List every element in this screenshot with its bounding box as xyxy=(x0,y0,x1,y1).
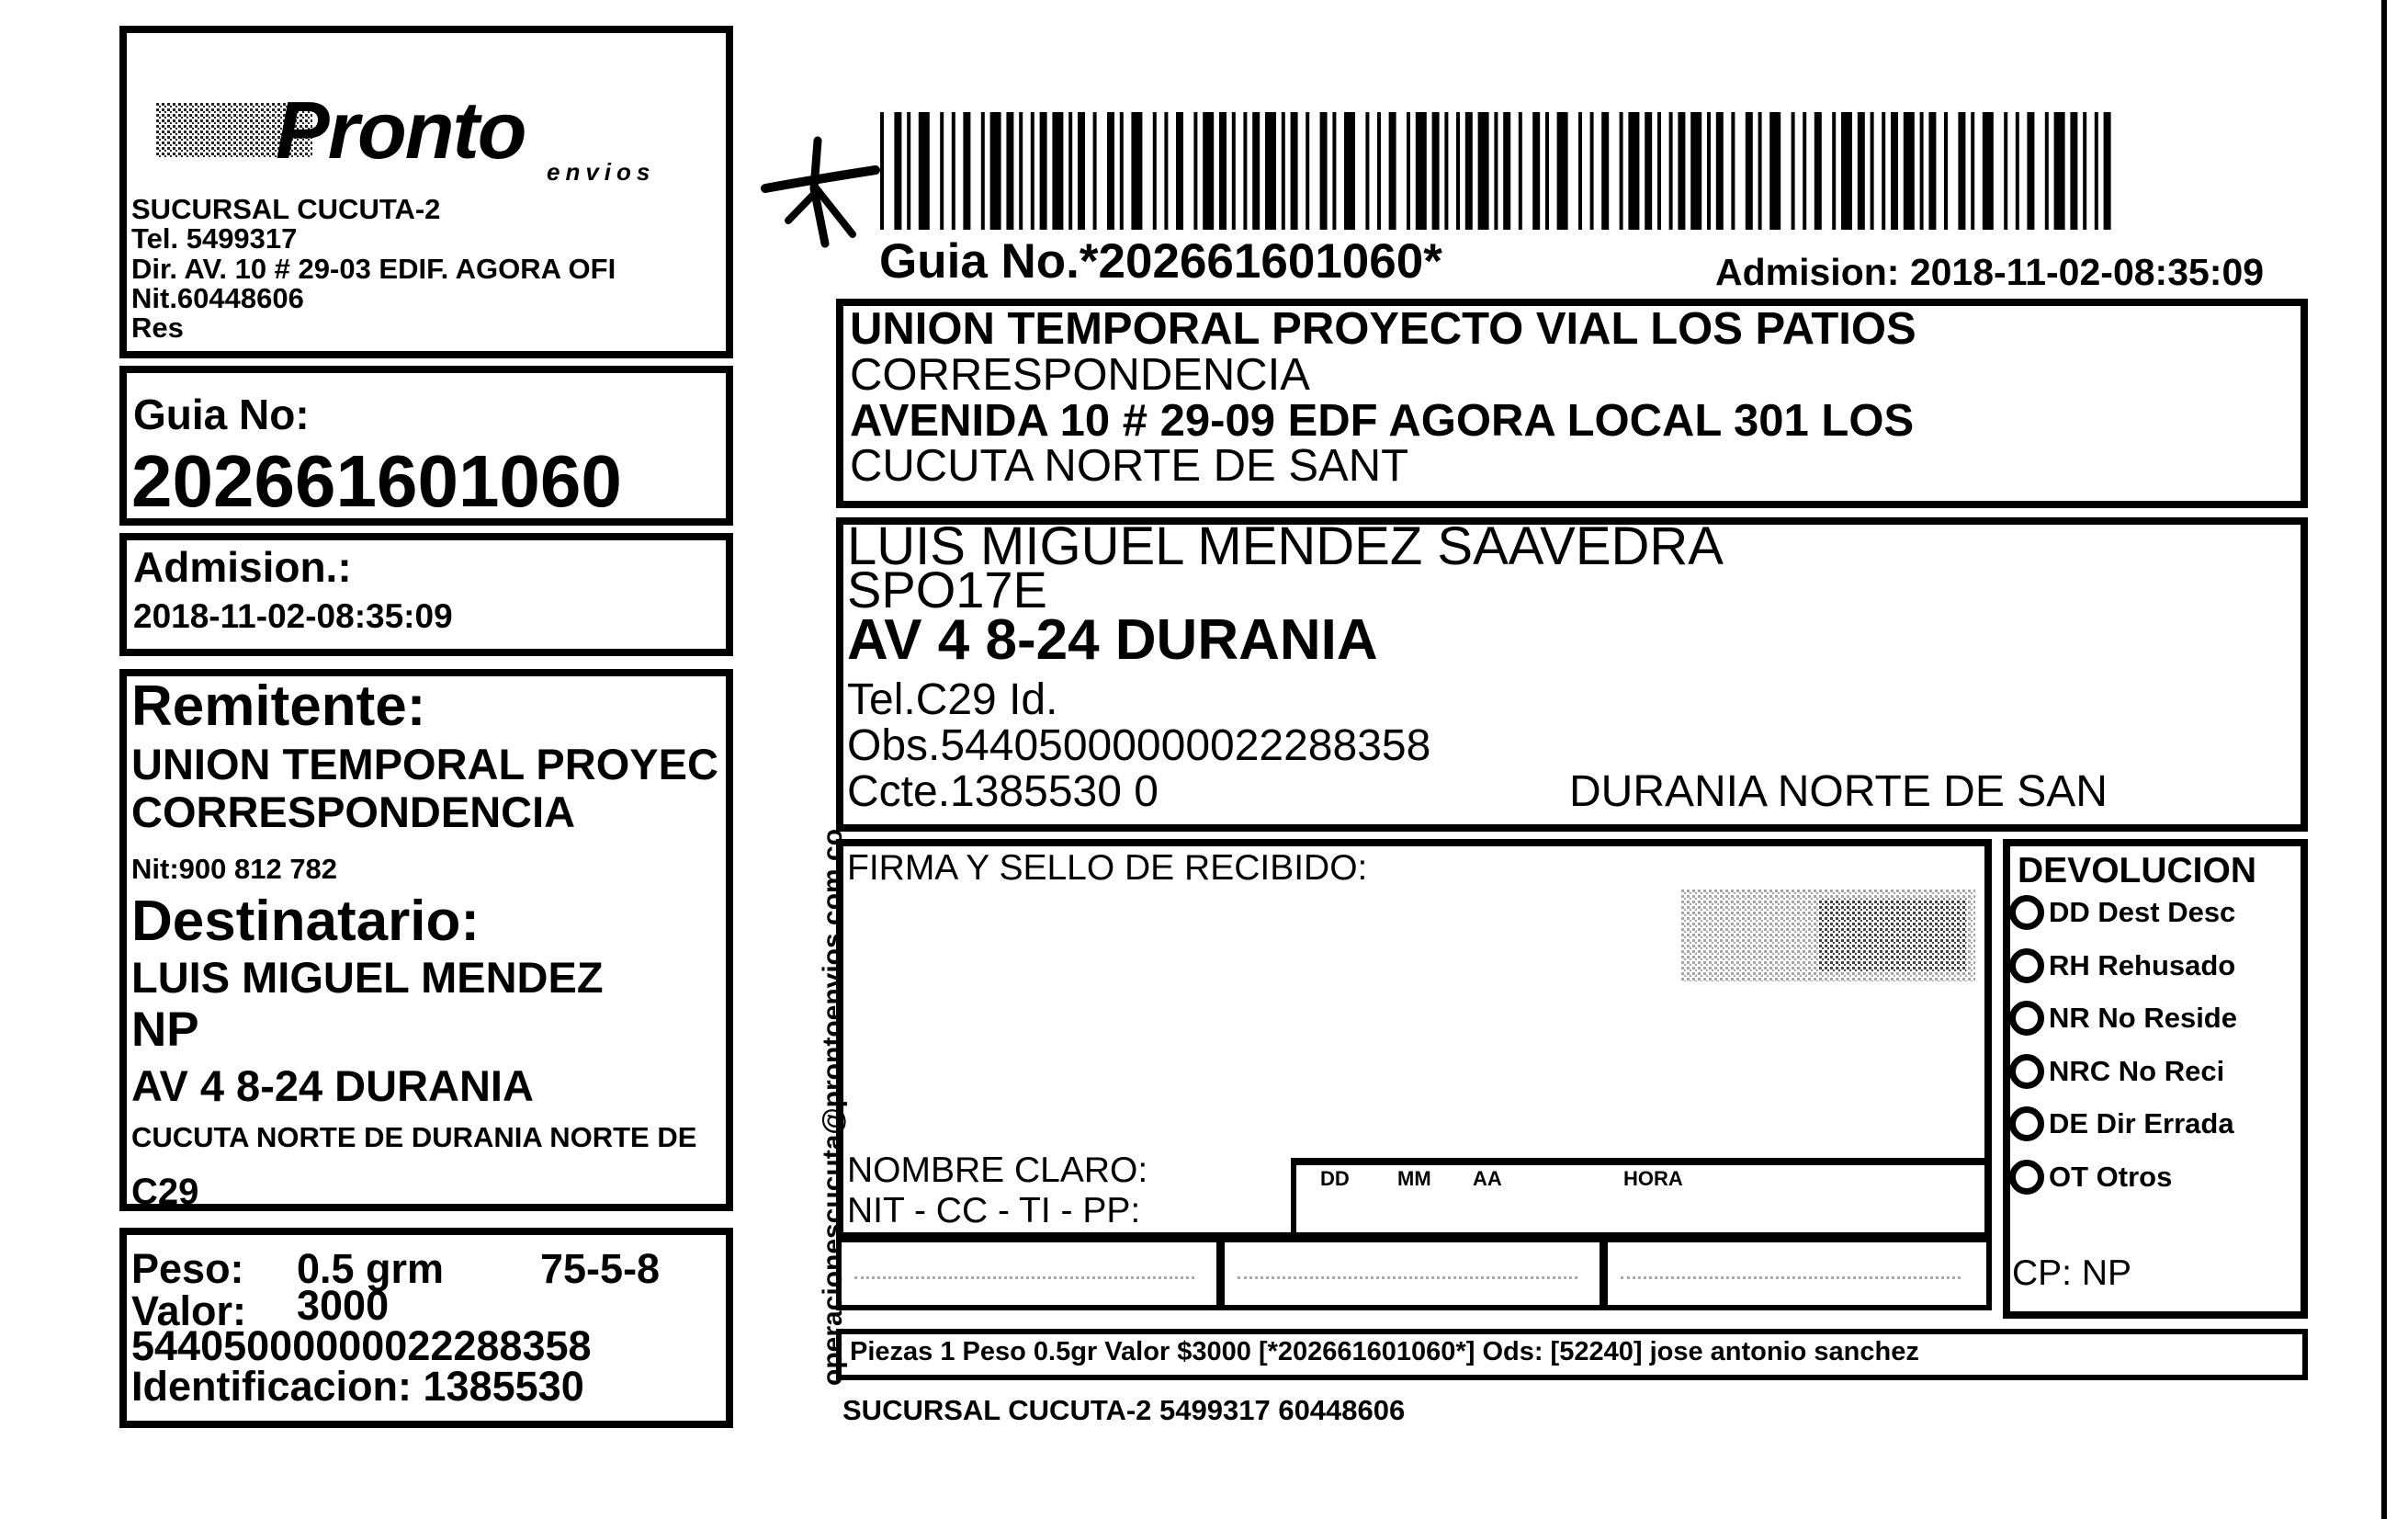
stamp-smudge xyxy=(1681,890,1975,981)
recipient-ccte: Ccte.1385530 0 xyxy=(847,767,1159,816)
devolucion-checkbox[interactable] xyxy=(2009,1106,2044,1141)
destinatario-np: NP xyxy=(131,1003,199,1057)
devolucion-option-label: NRC No Reci xyxy=(2049,1054,2225,1087)
recipient-name: LUIS MIGUEL MENDEZ SAAVEDRA xyxy=(847,516,1724,576)
devolucion-option-label: RH Rehusado xyxy=(2049,948,2236,981)
cell-3-faint xyxy=(1621,1261,1961,1279)
admision-value: 2018-11-02-08:35:09 xyxy=(133,597,453,635)
devolucion-checkbox[interactable] xyxy=(2009,1160,2044,1195)
peso-ref: 54405000000022288358 xyxy=(131,1322,592,1369)
sender-line3: AVENIDA 10 # 29-09 EDF AGORA LOCAL 301 LOS xyxy=(850,396,1915,446)
recipient-address: AV 4 8-24 DURANIA xyxy=(847,608,1378,672)
remitente-line2: CORRESPONDENCIA xyxy=(131,788,576,836)
branch-address: Dir. AV. 10 # 29-03 EDIF. AGORA OFI xyxy=(131,253,616,285)
firma-label: FIRMA Y SELLO DE RECIBIDO: xyxy=(847,848,1368,888)
sender-line2: CORRESPONDENCIA xyxy=(850,350,1310,400)
remitente-label: Remitente: xyxy=(131,674,426,738)
sender-line4: CUCUTA NORTE DE SANT xyxy=(850,441,1409,491)
destinatario-name: LUIS MIGUEL MENDEZ xyxy=(131,953,604,1002)
devolucion-option-label: DE Dir Errada xyxy=(2049,1107,2234,1139)
devolucion-cp: CP: NP xyxy=(2012,1253,2132,1293)
devolucion-checkbox[interactable] xyxy=(2009,948,2044,983)
peso-label: Peso: xyxy=(131,1245,244,1292)
page-edge xyxy=(2381,0,2387,1519)
guia-number: 202661601060 xyxy=(131,440,622,522)
sender-line1: UNION TEMPORAL PROYECTO VIAL LOS PATIOS xyxy=(850,304,1916,354)
devolucion-option-label: OT Otros xyxy=(2049,1160,2173,1193)
date-hora: HORA xyxy=(1623,1167,1683,1190)
recipient-city: DURANIA NORTE DE SAN xyxy=(1569,767,2108,816)
admision-label: Admision.: xyxy=(133,543,352,591)
svg-text:Pronto: Pronto xyxy=(276,92,526,176)
recipient-obs: Obs.54405000000022288358 xyxy=(847,721,1431,770)
date-aa: AA xyxy=(1473,1167,1502,1190)
remitente-nit: Nit:900 812 782 xyxy=(131,853,338,885)
valor-value: 3000 xyxy=(297,1282,390,1329)
destinatario-label: Destinatario: xyxy=(131,890,480,953)
barcode xyxy=(880,112,2116,230)
destinatario-code: C29 xyxy=(131,1172,199,1212)
destinatario-city: CUCUTA NORTE DE DURANIA NORTE DE xyxy=(131,1121,697,1153)
cell-2-faint xyxy=(1238,1261,1577,1279)
recipient-tel: Tel.C29 Id. xyxy=(847,675,1058,724)
header-admision: Admision: 2018-11-02-08:35:09 xyxy=(1715,251,2265,293)
summary-text: Piezas 1 Peso 0.5gr Valor $3000 [*202661601060*] Ods: [52240] jose antonio sanchez xyxy=(850,1337,1919,1366)
date-mm: MM xyxy=(1397,1167,1431,1190)
date-dd: DD xyxy=(1320,1167,1350,1190)
destinatario-address: AV 4 8-24 DURANIA xyxy=(131,1061,534,1110)
cell-1-faint xyxy=(854,1261,1194,1279)
devolucion-checkbox[interactable] xyxy=(2009,1054,2044,1089)
header-guia: Guia No.*202661601060* xyxy=(879,234,1442,289)
devolucion-checkbox[interactable] xyxy=(2009,1001,2044,1036)
branch-res: Res xyxy=(131,312,184,344)
branch-name: SUCURSAL CUCUTA-2 xyxy=(131,193,441,225)
recipient-code: SPO17E xyxy=(847,561,1047,618)
branch-tel: Tel. 5499317 xyxy=(131,222,298,255)
peso-dims: 75-5-8 xyxy=(540,1245,661,1292)
peso-value: 0.5 grm xyxy=(297,1245,445,1292)
devolucion-checkbox[interactable] xyxy=(2009,895,2044,930)
remitente-line1: UNION TEMPORAL PROYEC xyxy=(131,740,718,788)
guia-label: Guia No: xyxy=(133,391,310,438)
side-email: operacionescucuta@prontoenvios.com.co xyxy=(818,828,848,1386)
pen-mark xyxy=(761,133,889,253)
nit-label: NIT - CC - TI - PP: xyxy=(847,1191,1141,1230)
footer-branch: SUCURSAL CUCUTA-2 5499317 60448606 xyxy=(842,1394,1406,1426)
devolucion-option-label: NR No Reside xyxy=(2049,1002,2237,1034)
pronto-logo xyxy=(156,92,726,184)
svg-text:envios: envios xyxy=(547,158,656,184)
devolucion-option-label: DD Dest Desc xyxy=(2049,896,2236,928)
nombre-claro-label: NOMBRE CLARO: xyxy=(847,1151,1148,1190)
devolucion-title: DEVOLUCION xyxy=(2018,851,2257,890)
branch-nit: Nit.60448606 xyxy=(131,282,304,314)
valor-label: Valor: xyxy=(131,1287,247,1334)
identificacion: Identificacion: 1385530 xyxy=(131,1363,584,1410)
